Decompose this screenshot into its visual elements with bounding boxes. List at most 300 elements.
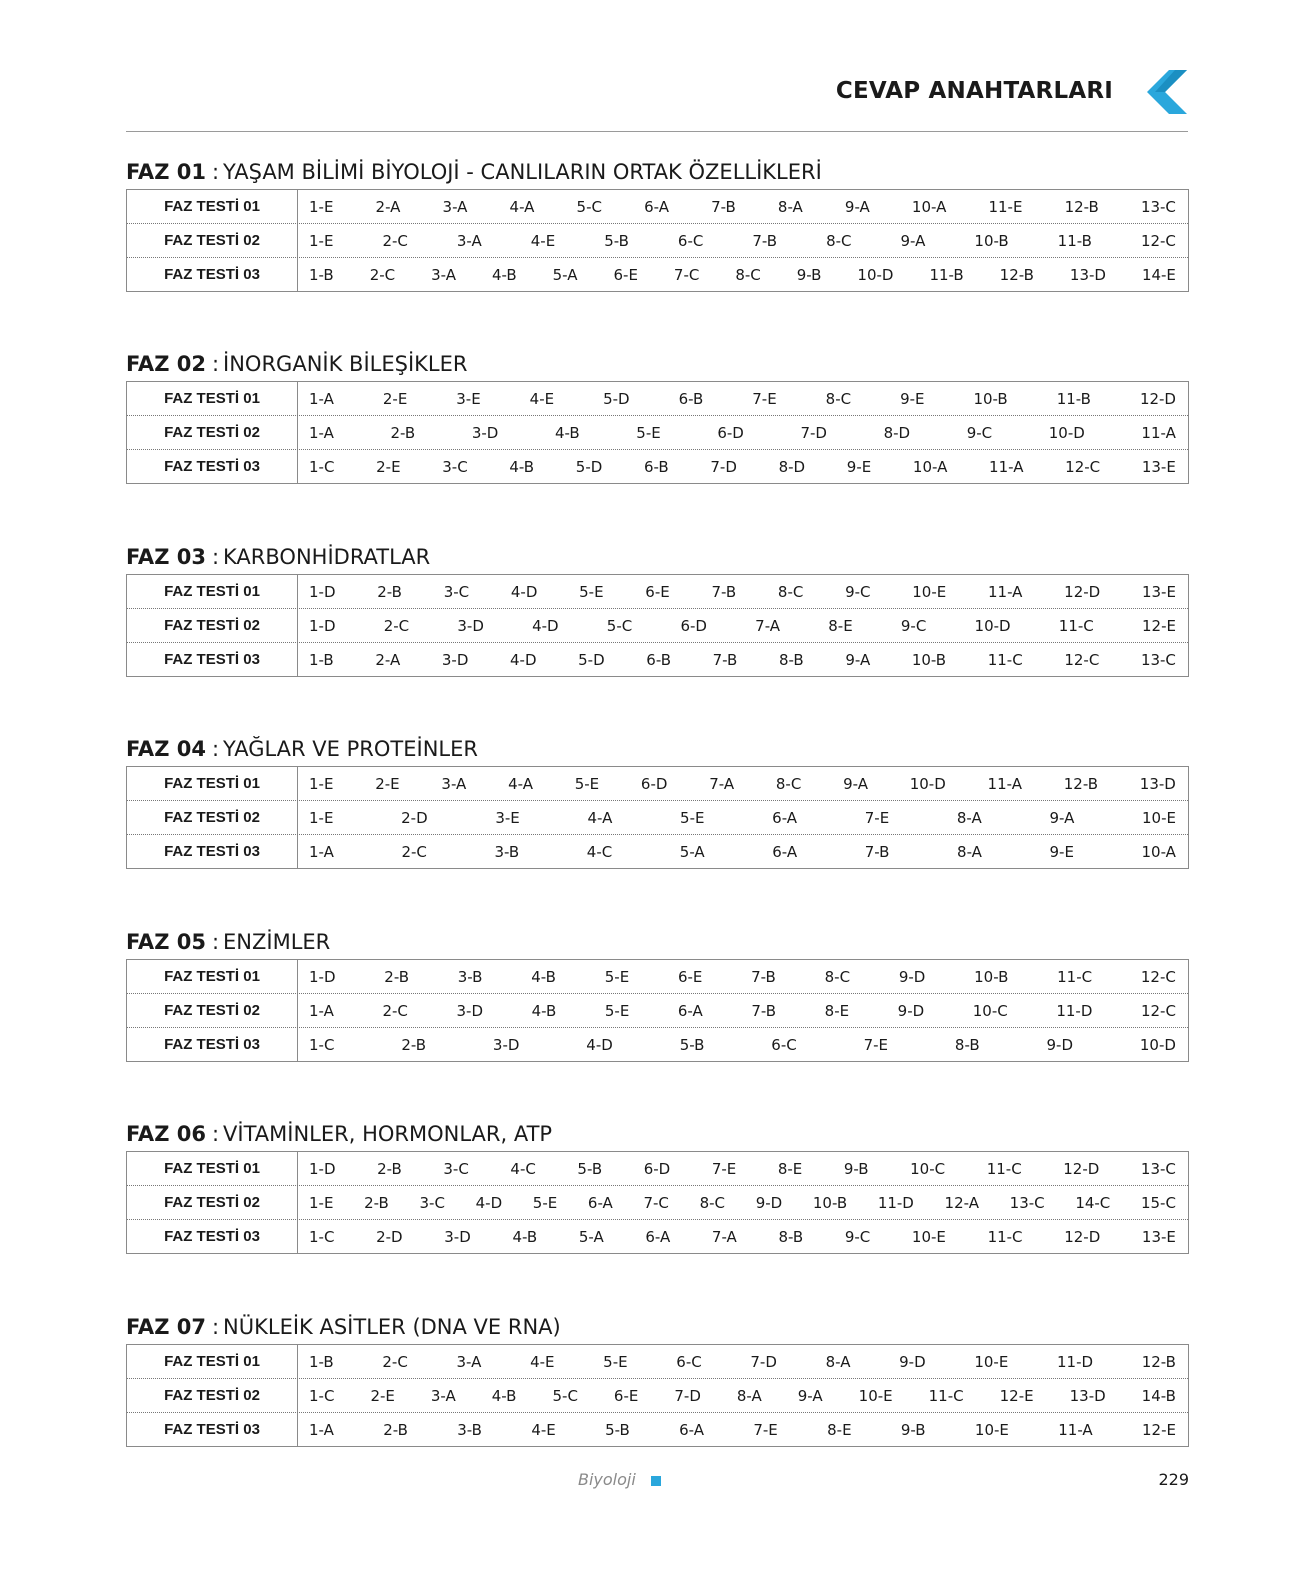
answer-item: 8-D	[778, 457, 806, 476]
answers-cell	[298, 1160, 1188, 1178]
section-name: KARBONHİDRATLAR	[223, 545, 431, 569]
answer-item: 5-B	[577, 1159, 603, 1178]
answer-item: 2-E	[382, 389, 408, 408]
test-label: FAZ TESTİ 02	[127, 609, 298, 642]
page-header	[0, 62, 1303, 122]
answer-item: 2-C	[383, 616, 410, 635]
answer-item: 4-C	[586, 842, 613, 861]
answer-item: 2-B	[364, 1193, 389, 1212]
answer-item: 8-C	[826, 231, 852, 250]
answer-item: 6-E	[613, 1386, 639, 1405]
answer-item: 12-C	[1140, 1001, 1176, 1020]
answer-item: 13-E	[1141, 582, 1176, 601]
answer-item: 8-A	[957, 842, 982, 861]
answer-item: 4-B	[512, 1227, 538, 1246]
answer-item: 12-C	[1140, 967, 1176, 986]
answer-item: 12-D	[1139, 389, 1176, 408]
answers-cell	[298, 809, 1188, 827]
answer-item: 13-C	[1009, 1193, 1045, 1212]
section-faz-1	[126, 155, 1189, 292]
answer-item: 8-C	[699, 1193, 726, 1212]
answer-item: 14-C	[1075, 1193, 1111, 1212]
answer-item: 4-D	[510, 582, 538, 601]
answer-item: 13-D	[1069, 1386, 1106, 1405]
section-name: ENZİMLER	[223, 930, 331, 954]
test-label: FAZ TESTİ 01	[127, 767, 298, 800]
answer-table	[126, 189, 1189, 292]
answer-item: 4-D	[510, 650, 537, 669]
section-title	[126, 732, 1189, 766]
answer-item: 8-D	[883, 423, 911, 442]
answer-item: 1-E	[309, 231, 334, 250]
answer-item: 13-C	[1140, 197, 1176, 216]
answer-item: 4-B	[491, 265, 517, 284]
answer-item: 3-B	[457, 1420, 482, 1439]
test-label: FAZ TESTİ 03	[127, 1413, 298, 1446]
answer-item: 10-E	[1142, 808, 1176, 827]
answer-item: 8-C	[777, 582, 804, 601]
test-label: FAZ TESTİ 03	[127, 1220, 298, 1253]
table-row	[127, 1027, 1188, 1061]
answer-item: 12-B	[1064, 197, 1099, 216]
answer-item: 2-E	[370, 1386, 395, 1405]
answers-cell	[298, 390, 1188, 408]
answer-item: 2-C	[382, 1001, 408, 1020]
answer-item: 9-B	[900, 1420, 926, 1439]
answer-item: 7-E	[753, 1420, 778, 1439]
answer-item: 1-C	[309, 1386, 335, 1405]
answer-item: 2-A	[375, 197, 401, 216]
section-separator: :	[211, 1315, 220, 1339]
test-label: FAZ TESTİ 03	[127, 835, 298, 868]
answer-item: 2-E	[376, 457, 401, 476]
answer-item: 4-D	[532, 616, 559, 635]
test-label: FAZ TESTİ 01	[127, 382, 298, 415]
answer-item: 7-A	[755, 616, 781, 635]
answer-item: 3-A	[442, 197, 468, 216]
answer-item: 8-E	[777, 1159, 803, 1178]
answer-item: 9-E	[846, 457, 872, 476]
answers-cell	[298, 651, 1188, 669]
section-separator: :	[211, 545, 220, 569]
answers-cell	[298, 583, 1188, 601]
test-label: FAZ TESTİ 02	[127, 1186, 298, 1219]
answer-item: 2-D	[401, 808, 428, 827]
answer-item: 4-A	[509, 197, 535, 216]
answer-item: 11-A	[1058, 1420, 1093, 1439]
answers-cell	[298, 424, 1188, 442]
answer-item: 10-C	[910, 1159, 946, 1178]
answer-item: 3-D	[444, 1227, 471, 1246]
answer-item: 12-A	[944, 1193, 979, 1212]
answer-item: 3-E	[456, 389, 481, 408]
answer-item: 11-C	[1058, 616, 1094, 635]
table-row	[127, 1412, 1188, 1446]
answer-item: 1-A	[309, 842, 334, 861]
answer-item: 11-A	[987, 774, 1022, 793]
answer-item: 14-E	[1141, 265, 1176, 284]
answers-cell	[298, 617, 1188, 635]
answer-item: 7-B	[711, 197, 736, 216]
section-title	[126, 540, 1189, 574]
table-row	[127, 642, 1188, 676]
answer-item: 13-D	[1069, 265, 1106, 284]
answer-item: 1-D	[309, 1159, 336, 1178]
answer-item: 4-B	[509, 457, 535, 476]
answer-item: 9-E	[1049, 842, 1074, 861]
answer-table	[126, 1344, 1189, 1447]
answer-item: 12-D	[1064, 1227, 1101, 1246]
test-label: FAZ TESTİ 03	[127, 643, 298, 676]
answer-item: 5-B	[605, 1420, 630, 1439]
answer-item: 11-B	[1056, 389, 1091, 408]
answer-item: 3-A	[441, 774, 467, 793]
answer-item: 9-C	[966, 423, 993, 442]
answer-item: 5-C	[576, 197, 602, 216]
answer-item: 7-D	[710, 457, 737, 476]
answer-item: 4-C	[510, 1159, 536, 1178]
answer-item: 3-C	[443, 1159, 469, 1178]
answer-item: 10-E	[911, 1227, 946, 1246]
answer-item: 1-C	[309, 457, 335, 476]
answer-item: 8-E	[828, 616, 853, 635]
answer-item: 9-E	[900, 389, 925, 408]
answers-cell	[298, 1228, 1188, 1246]
answer-item: 1-E	[309, 197, 334, 216]
answers-cell	[298, 1036, 1188, 1054]
answer-item: 10-E	[974, 1420, 1009, 1439]
answers-cell	[298, 843, 1188, 861]
answer-item: 8-A	[825, 1352, 851, 1371]
answer-item: 3-D	[441, 650, 469, 669]
answer-item: 10-A	[911, 197, 947, 216]
answer-item: 11-D	[1056, 1001, 1093, 1020]
answer-item: 5-E	[579, 582, 604, 601]
answer-item: 6-A	[772, 842, 798, 861]
answer-item: 10-D	[1139, 1035, 1176, 1054]
answer-item: 5-D	[575, 457, 603, 476]
answer-item: 8-C	[825, 389, 852, 408]
answer-item: 9-A	[900, 231, 926, 250]
table-row	[127, 1378, 1188, 1412]
test-label: FAZ TESTİ 02	[127, 801, 298, 834]
answer-item: 12-E	[1142, 1420, 1176, 1439]
answer-item: 12-E	[999, 1386, 1034, 1405]
answer-item: 10-A	[912, 457, 948, 476]
answer-item: 1-C	[309, 1035, 335, 1054]
answer-item: 4-A	[587, 808, 613, 827]
answer-item: 9-D	[755, 1193, 783, 1212]
test-label: FAZ TESTİ 01	[127, 575, 298, 608]
answer-item: 8-A	[777, 197, 803, 216]
answer-item: 12-C	[1140, 231, 1176, 250]
answer-item: 8-C	[775, 774, 802, 793]
answer-item: 2-E	[375, 774, 400, 793]
answer-item: 9-B	[843, 1159, 869, 1178]
answer-item: 4-E	[530, 231, 556, 250]
answer-item: 12-E	[1141, 616, 1176, 635]
answer-item: 10-B	[911, 650, 947, 669]
answer-item: 4-B	[491, 1386, 517, 1405]
answer-item: 6-C	[676, 1352, 702, 1371]
answer-item: 11-C	[928, 1386, 964, 1405]
answer-item: 1-B	[309, 265, 334, 284]
answer-item: 3-B	[457, 967, 483, 986]
answer-item: 11-C	[987, 650, 1023, 669]
section-separator: :	[211, 160, 220, 184]
answer-item: 2-B	[377, 1159, 402, 1178]
answer-item: 13-C	[1140, 1159, 1176, 1178]
answer-item: 2-B	[377, 582, 402, 601]
answer-item: 6-D	[680, 616, 707, 635]
answer-item: 5-B	[679, 1035, 705, 1054]
answer-item: 7-B	[751, 967, 776, 986]
answer-item: 13-E	[1141, 457, 1176, 476]
section-separator: :	[211, 930, 220, 954]
answer-item: 9-A	[843, 774, 868, 793]
answer-item: 2-B	[401, 1035, 427, 1054]
answer-item: 12-D	[1064, 582, 1101, 601]
answer-item: 3-C	[442, 457, 468, 476]
section-name: YAĞLAR VE PROTEİNLER	[223, 737, 478, 761]
answer-item: 5-E	[636, 423, 661, 442]
table-row	[127, 190, 1188, 223]
answer-item: 2-B	[383, 1420, 408, 1439]
answer-item: 1-E	[309, 774, 334, 793]
answer-item: 12-B	[1063, 774, 1099, 793]
answer-item: 1-D	[309, 582, 336, 601]
answer-item: 7-E	[752, 389, 777, 408]
section-title	[126, 347, 1189, 381]
answers-cell	[298, 458, 1188, 476]
answers-cell	[298, 1002, 1188, 1020]
test-label: FAZ TESTİ 01	[127, 1345, 298, 1378]
answer-item: 1-B	[309, 1352, 334, 1371]
answer-item: 9-D	[1046, 1035, 1074, 1054]
answer-item: 4-A	[508, 774, 533, 793]
answer-item: 5-A	[679, 842, 705, 861]
answer-item: 10-E	[858, 1386, 893, 1405]
answer-item: 14-B	[1141, 1386, 1176, 1405]
page-title: CEVAP ANAHTARLARI	[835, 78, 1113, 104]
section-code: FAZ 07	[126, 1315, 206, 1339]
test-label: FAZ TESTİ 01	[127, 960, 298, 993]
table-row	[127, 608, 1188, 642]
answer-item: 4-D	[475, 1193, 503, 1212]
answer-table	[126, 381, 1189, 484]
answer-item: 8-C	[824, 967, 851, 986]
answer-item: 7-D	[674, 1386, 701, 1405]
answer-item: 1-A	[309, 389, 334, 408]
answers-cell	[298, 266, 1188, 284]
answer-item: 4-D	[586, 1035, 613, 1054]
test-label: FAZ TESTİ 02	[127, 224, 298, 257]
answer-table	[126, 574, 1189, 677]
answer-item: 9-A	[844, 197, 870, 216]
answer-item: 1-E	[309, 1193, 334, 1212]
answer-item: 13-E	[1141, 1227, 1176, 1246]
answer-item: 12-B	[999, 265, 1034, 284]
test-label: FAZ TESTİ 02	[127, 416, 298, 449]
answers-cell	[298, 198, 1188, 216]
answer-item: 7-A	[709, 774, 735, 793]
section-code: FAZ 02	[126, 352, 206, 376]
section-name: YAŞAM BİLİMİ BİYOLOJİ - CANLILARIN ORTAK ÖZELLİKLERİ	[223, 160, 822, 184]
answer-item: 11-C	[987, 1227, 1023, 1246]
section-faz-5	[126, 925, 1189, 1062]
table-row	[127, 1345, 1188, 1378]
page-number: 229	[1158, 1470, 1189, 1489]
answers-cell	[298, 775, 1188, 793]
answer-item: 8-E	[827, 1420, 852, 1439]
answer-item: 9-D	[899, 1352, 926, 1371]
answer-item: 9-B	[796, 265, 822, 284]
section-code: FAZ 03	[126, 545, 206, 569]
answer-item: 9-C	[844, 1227, 871, 1246]
answer-item: 11-E	[988, 197, 1023, 216]
section-code: FAZ 01	[126, 160, 206, 184]
answer-item: 15-C	[1140, 1193, 1176, 1212]
answer-item: 11-D	[877, 1193, 914, 1212]
answer-item: 3-C	[443, 582, 470, 601]
answer-item: 12-B	[1141, 1352, 1176, 1371]
answers-cell	[298, 232, 1188, 250]
answer-item: 10-B	[812, 1193, 848, 1212]
answer-item: 3-D	[471, 423, 499, 442]
answer-item: 2-B	[384, 967, 409, 986]
answer-item: 5-C	[552, 1386, 578, 1405]
answer-item: 7-E	[863, 1035, 889, 1054]
answer-item: 3-D	[456, 1001, 483, 1020]
answer-item: 8-B	[954, 1035, 980, 1054]
footer-subject: Biyoloji	[578, 1470, 636, 1489]
answer-item: 9-A	[845, 650, 871, 669]
answer-item: 10-A	[1141, 842, 1176, 861]
answer-item: 9-A	[1049, 808, 1075, 827]
answer-item: 7-B	[711, 582, 737, 601]
answer-item: 7-A	[711, 1227, 737, 1246]
section-name: NÜKLEİK ASİTLER (DNA VE RNA)	[223, 1315, 561, 1339]
answer-item: 6-E	[645, 582, 670, 601]
section-code: FAZ 05	[126, 930, 206, 954]
table-row	[127, 800, 1188, 834]
answer-item: 8-A	[736, 1386, 762, 1405]
section-name: VİTAMİNLER, HORMONLAR, ATP	[223, 1122, 553, 1146]
answer-item: 2-C	[369, 265, 396, 284]
answer-item: 5-E	[574, 774, 600, 793]
table-row	[127, 767, 1188, 800]
answer-item: 6-B	[643, 457, 669, 476]
answer-item: 7-B	[752, 231, 778, 250]
section-faz-6	[126, 1117, 1189, 1254]
answer-item: 9-D	[898, 967, 926, 986]
section-faz-4	[126, 732, 1189, 869]
answer-item: 2-C	[382, 231, 408, 250]
answer-item: 1-A	[309, 1001, 334, 1020]
test-label: FAZ TESTİ 03	[127, 1028, 298, 1061]
section-faz-2	[126, 347, 1189, 484]
answer-item: 3-D	[457, 616, 484, 635]
answer-item: 2-B	[390, 423, 416, 442]
answer-item: 8-B	[778, 1227, 804, 1246]
answer-item: 5-D	[603, 389, 630, 408]
answer-item: 1-A	[309, 1420, 334, 1439]
answer-item: 10-D	[974, 616, 1011, 635]
test-label: FAZ TESTİ 01	[127, 190, 298, 223]
answer-item: 4-E	[530, 1352, 555, 1371]
table-row	[127, 449, 1188, 483]
table-row	[127, 257, 1188, 291]
answers-cell	[298, 1353, 1188, 1371]
answer-item: 9-A	[797, 1386, 823, 1405]
answer-item: 1-D	[309, 616, 336, 635]
footer-square-icon	[651, 1476, 661, 1486]
answer-item: 11-D	[1056, 1352, 1094, 1371]
answer-item: 9-C	[900, 616, 927, 635]
answers-cell	[298, 1421, 1188, 1439]
answer-item: 4-B	[554, 423, 580, 442]
section-faz-7	[126, 1310, 1189, 1447]
answer-item: 12-C	[1065, 457, 1101, 476]
answer-item: 10-D	[857, 265, 894, 284]
answer-item: 7-C	[673, 265, 700, 284]
answer-item: 8-E	[824, 1001, 850, 1020]
answer-item: 11-A	[1141, 423, 1176, 442]
section-separator: :	[211, 1122, 220, 1146]
section-faz-3	[126, 540, 1189, 677]
answer-item: 5-D	[578, 650, 605, 669]
answer-item: 12-D	[1063, 1159, 1100, 1178]
answer-item: 11-A	[987, 582, 1023, 601]
answer-item: 4-E	[531, 1420, 556, 1439]
answer-item: 7-C	[643, 1193, 669, 1212]
answer-item: 6-B	[646, 650, 671, 669]
answers-cell	[298, 1387, 1188, 1405]
answer-item: 5-E	[603, 1352, 628, 1371]
answer-item: 3-A	[456, 231, 482, 250]
table-row	[127, 223, 1188, 257]
answer-item: 4-B	[531, 1001, 557, 1020]
answer-item: 10-B	[973, 389, 1008, 408]
answer-item: 5-E	[680, 808, 705, 827]
answer-item: 6-E	[613, 265, 638, 284]
answer-item: 11-C	[986, 1159, 1022, 1178]
answer-table	[126, 766, 1189, 869]
answer-item: 7-E	[711, 1159, 737, 1178]
answer-item: 6-A	[679, 1420, 705, 1439]
table-row	[127, 993, 1188, 1027]
section-code: FAZ 06	[126, 1122, 206, 1146]
answer-item: 10-E	[974, 1352, 1009, 1371]
test-label: FAZ TESTİ 03	[127, 450, 298, 483]
section-separator: :	[211, 737, 220, 761]
table-row	[127, 1219, 1188, 1253]
test-label: FAZ TESTİ 02	[127, 994, 298, 1027]
answer-item: 5-A	[552, 265, 578, 284]
table-row	[127, 834, 1188, 868]
answer-item: 3-D	[492, 1035, 520, 1054]
answers-cell	[298, 1194, 1188, 1212]
header-divider	[126, 131, 1188, 132]
answer-item: 1-E	[309, 808, 334, 827]
section-title	[126, 925, 1189, 959]
table-row	[127, 415, 1188, 449]
answer-item: 8-B	[778, 650, 804, 669]
answer-item: 12-C	[1064, 650, 1100, 669]
answer-item: 4-B	[531, 967, 556, 986]
answer-item: 3-B	[494, 842, 520, 861]
answer-item: 6-D	[643, 1159, 671, 1178]
